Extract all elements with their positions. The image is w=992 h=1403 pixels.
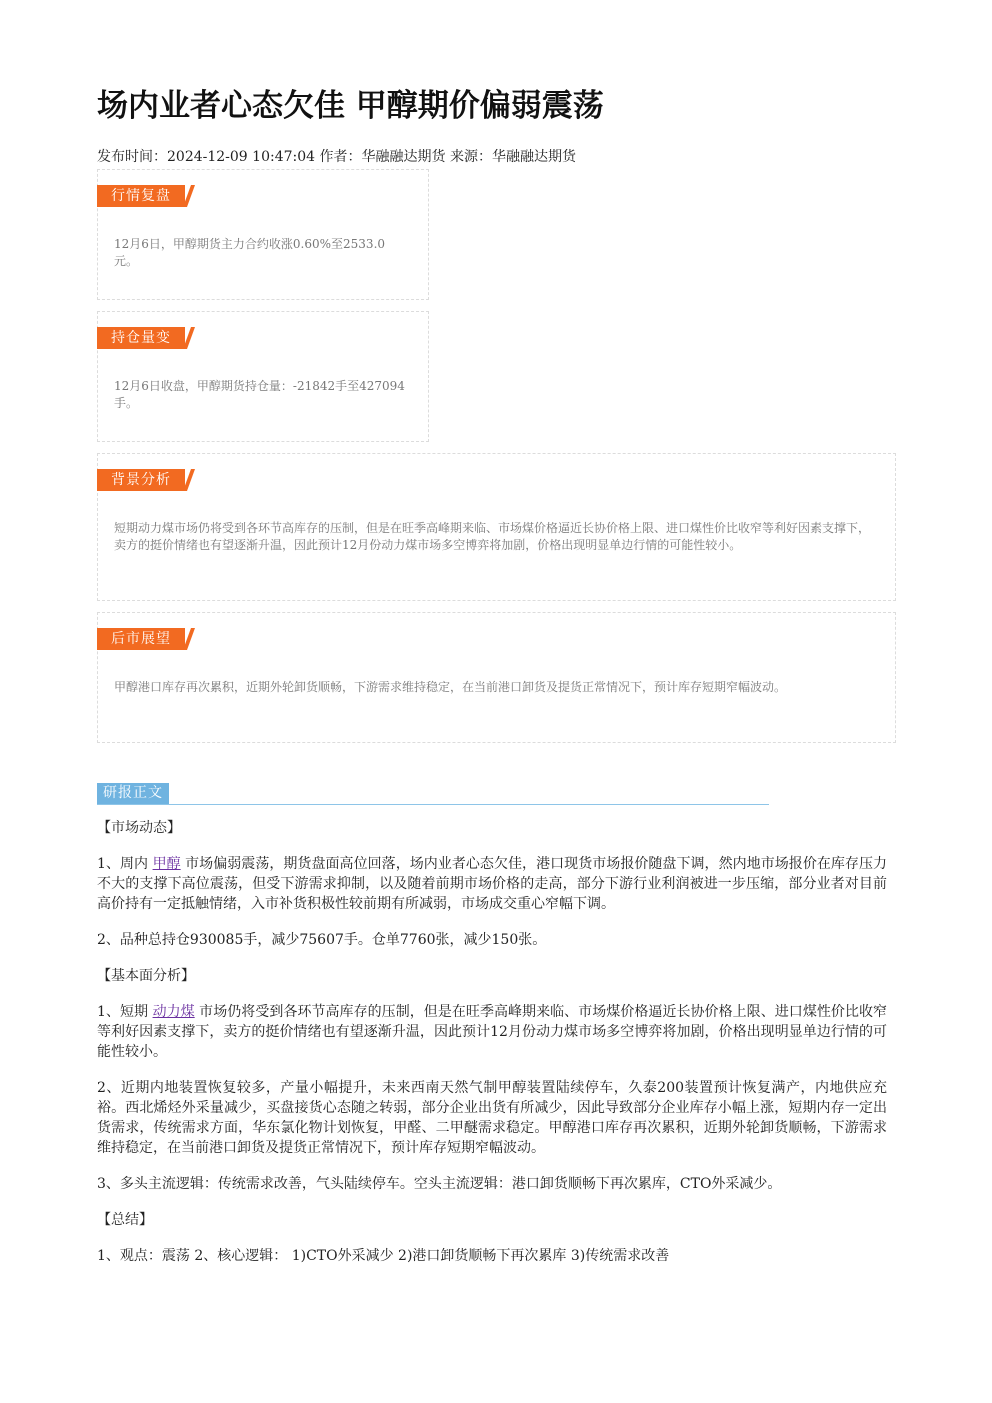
review-tag: 行情复盘: [97, 185, 185, 207]
outlook-box: [97, 612, 896, 743]
fundamental-para-1-body: 市场仍将受到各环节高库存的压制，但是在旺季高峰期来临、市场煤价格逼近长协价格上限、进口煤性价比收窄等利好因素支撑下，卖方的挺价情绪也有望逐渐升温，因此预计12月份动力煤市场多空博弈将加剧，价格出现明显单边行情的可能性较小。: [97, 1004, 888, 1060]
fundamental-para-2: 2、近期内地装置恢复较多，产量小幅提升，未来西南天然气制甲醇装置陆续停车，久泰200装置预计恢复满产，内地供应充裕。西北烯烃外采量减少，买盘接货心态随之转弱，部分企业出货有所减少，因此导致部分企业库存小幅上涨，短期内存一定出货需求，传统需求方面，华东氯化物计划恢复，甲醛、二甲醚需求稳定。甲醇港口库存再次累积，近期外轮卸货顺畅，下游需求维持稳定，在当前港口卸货及提货正常情况下，预计库存短期窄幅波动。: [97, 1080, 887, 1156]
outlook-tag: 后市展望: [97, 628, 185, 650]
fundamental-para-3: 3、多头主流逻辑：传统需求改善，气头陆续停车。空头主流逻辑：港口卸货顺畅下再次累库，CTO外采减少。: [97, 1176, 782, 1192]
background-box: [97, 453, 896, 601]
market-para-1-body: 市场偏弱震荡，期货盘面高位回落，场内业者心态欠佳，港口现货市场报价随盘下调，然内地市场报价在库存压力不大的支撑下高位震荡，但受下游需求抑制，以及随着前期市场价格的走高，部分下游行业利润被进一步压缩，部分业者对目前高价持有一定抵触情绪，入市补货积极性较前期有所减弱，市场成交重心窄幅下调。: [97, 856, 888, 912]
market-para-2: 2、品种总持仓930085手，减少75607手。仓单7760张，减少150张。: [97, 932, 547, 948]
review-box: [97, 169, 429, 300]
background-text: 短期动力煤市场仍将受到各环节高库存的压制，但是在旺季高峰期来临、市场煤价格逼近长协价格上限、进口煤性价比收窄等利好因素支撑下，卖方的挺价情绪也有望逐渐升温，因此预计12月份动力煤市场多空博弈将加剧，价格出现明显单边行情的可能性较小。: [114, 521, 871, 552]
position-tag: 持仓量变化: [97, 327, 185, 349]
market-heading: 【市场动态】: [97, 820, 181, 836]
report-section-label: 研报正文: [97, 783, 169, 804]
fundamental-para-1-prefix: 1、短期: [97, 1004, 153, 1020]
methanol-link[interactable]: 甲醇: [152, 856, 181, 872]
report-body: [97, 818, 887, 1282]
article-title: 场内业者心态欠佳 甲醇期价偏弱震荡: [97, 88, 604, 124]
review-text: 12月6日，甲醇期货主力合约收涨0.60%至2533.0元。: [114, 237, 386, 268]
market-para-1: [97, 854, 887, 914]
position-text: 12月6日收盘，甲醇期货持仓量：-21842手至427094手。: [114, 379, 405, 410]
article-meta: 发布时间：2024-12-09 10:47:04 作者：华融融达期货 来源：华融融达期货: [97, 149, 576, 165]
fundamental-para-1: [97, 1002, 887, 1062]
summary-heading: 【总结】: [97, 1212, 153, 1228]
thermal-coal-link[interactable]: 动力煤: [152, 1004, 195, 1020]
position-box: [97, 311, 429, 442]
summary-para: 1、观点：震荡 2、核心逻辑： 1)CTO外采减少 2)港口卸货顺畅下再次累库 3)传统需求改善: [97, 1248, 670, 1264]
report-section-header: [97, 782, 769, 805]
fundamental-heading: 【基本面分析】: [97, 968, 195, 984]
market-para-1-prefix: 1、周内: [97, 856, 153, 872]
background-tag: 背景分析: [97, 469, 185, 491]
outlook-text: 甲醇港口库存再次累积，近期外轮卸货顺畅，下游需求维持稳定，在当前港口卸货及提货正常情况下，预计库存短期窄幅波动。: [114, 680, 787, 694]
